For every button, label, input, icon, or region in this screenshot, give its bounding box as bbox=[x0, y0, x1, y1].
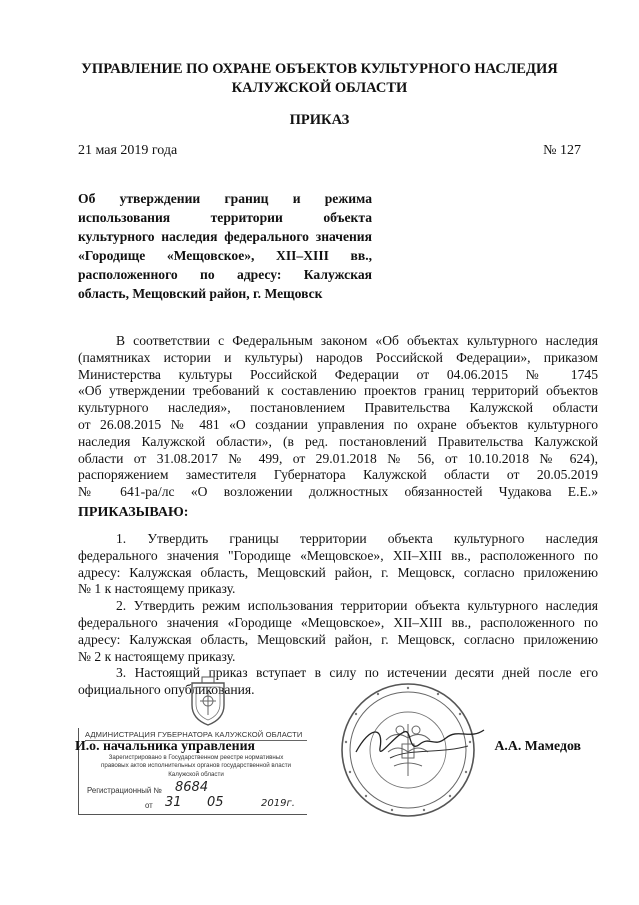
order-date: 21 мая 2019 года bbox=[78, 143, 178, 158]
order-number: № 127 bbox=[543, 143, 581, 158]
stamp-note-line: Зарегистрировано в Государственном реестре нормативных bbox=[108, 754, 284, 761]
basis-line: распоряжением заместителя Губернатора Калужской области от 20.05.2019 bbox=[78, 467, 598, 483]
item-line: адресу: Калужская область, Мещовский район, г. Мещовск, согласно приложению bbox=[78, 631, 598, 647]
subject-line: использования территории объекта bbox=[78, 210, 372, 225]
subject-line: Об утверждении границ и режима bbox=[78, 191, 372, 206]
stamp-date-day: 31 bbox=[165, 795, 182, 810]
order-subject bbox=[78, 189, 372, 303]
subject-line: область, Мещовский район, г. Мещовск bbox=[78, 286, 323, 301]
stamp-date-year: 2019г. bbox=[261, 798, 295, 809]
stamp-date-prefix: от bbox=[145, 801, 153, 810]
item-line: 2. Утвердить режим использования территории объекта культурного наследия bbox=[116, 598, 598, 614]
stamp-note-line: Калужской области bbox=[168, 770, 224, 778]
handwritten-signature bbox=[350, 718, 490, 768]
organization-name bbox=[60, 60, 579, 98]
basis-paragraph bbox=[78, 333, 598, 501]
basis-line: (памятниках истории и культуры) народов Российской Федерации», приказом bbox=[78, 349, 598, 365]
item-line: официального опубликования. bbox=[78, 682, 255, 698]
item-line: № 2 к настоящему приказу. bbox=[78, 648, 236, 664]
item-line: адресу: Калужская область, Мещовский район, г. Мещовск, согласно приложению bbox=[78, 564, 598, 580]
signatory-position: И.о. начальника управления bbox=[75, 738, 256, 753]
basis-line: культурного наследия», постановлением Правительства Калужской области bbox=[78, 400, 598, 416]
subject-line: расположенного по адресу: Калужская bbox=[78, 267, 372, 282]
document-type: ПРИКАЗ bbox=[289, 112, 350, 128]
order-items bbox=[78, 531, 598, 699]
stamp-reg-label: Регистрационный № bbox=[87, 786, 162, 795]
basis-line: «Об утверждении требований к составлению проектов границ территорий объектов bbox=[78, 383, 598, 399]
subject-line: «Городище «Мещовское», XII–XIII вв., bbox=[78, 248, 372, 263]
org-line-1: УПРАВЛЕНИЕ ПО ОХРАНЕ ОБЪЕКТОВ КУЛЬТУРНОГО НАСЛЕДИЯ bbox=[81, 61, 558, 77]
stamp-title: АДМИНИСТРАЦИЯ ГУБЕРНАТОРА КАЛУЖСКОЙ ОБЛАСТИ bbox=[85, 730, 307, 741]
signatory-name: А.А. Мамедов bbox=[494, 738, 581, 753]
subject-line: культурного наследия федерального значения bbox=[78, 229, 372, 244]
basis-line: наследия Калужской области», (в ред. постановлений Правительства Калужской bbox=[78, 433, 598, 449]
orders-heading: ПРИКАЗЫВАЮ: bbox=[78, 505, 189, 520]
stamp-note bbox=[87, 754, 305, 779]
stamp-note-line: правовых актов исполнительных органов государственной власти bbox=[100, 762, 292, 770]
item-line: 1. Утвердить границы территории объекта культурного наследия bbox=[116, 531, 598, 546]
item-line: 3. Настоящий приказ вступает в силу по истечении десяти дней после его bbox=[116, 665, 598, 681]
basis-line: № 641-ра/лс «О возложении должностных обязанностей Чудакова Е.Е.» bbox=[78, 484, 598, 500]
item-line: федерального значения "Городище «Мещовское», XII–XIII вв., расположенного по bbox=[78, 547, 598, 563]
item-line: № 1 к настоящему приказу. bbox=[78, 581, 236, 597]
org-line-2: КАЛУЖСКОЙ ОБЛАСТИ bbox=[231, 80, 408, 96]
item-line: федерального значения «Городище «Мещовское», XII–XIII вв., расположенного по bbox=[78, 614, 598, 630]
stamp-date-month: 05 bbox=[207, 795, 224, 810]
basis-line: Министерства культуры Российской Федерации от 04.06.2015 № 1745 bbox=[78, 366, 598, 382]
basis-line: от 26.08.2015 № 481 «О создании управления по охране объектов культурного bbox=[78, 416, 598, 432]
basis-line: В соответствии с Федеральным законом «Об объектах культурного наследия bbox=[116, 333, 598, 348]
basis-line: области от 31.08.2017 № 499, от 29.01.2018 № 56, от 10.10.2018 № 624), bbox=[78, 450, 598, 466]
coat-of-arms-icon bbox=[186, 675, 230, 727]
stamp-reg-number: 8684 bbox=[175, 780, 209, 795]
